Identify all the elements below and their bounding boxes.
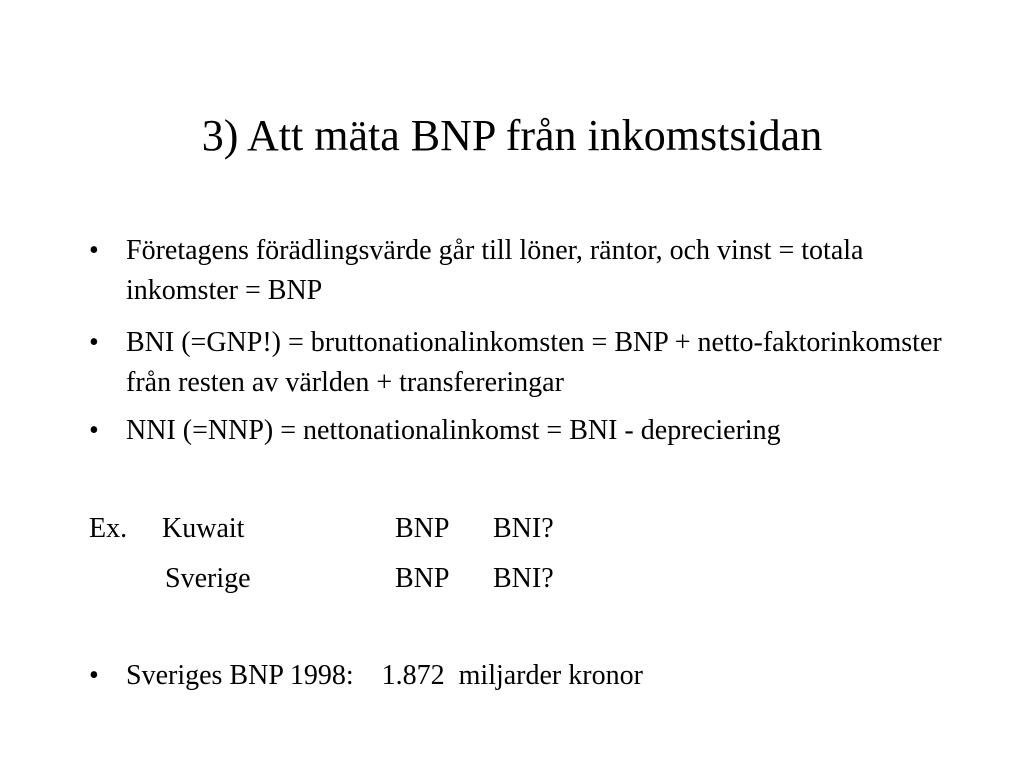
bullet-item [89,656,949,696]
example-country: Kuwait [162,513,245,544]
bullet-icon: • [89,235,99,266]
bullet-icon: • [89,415,99,446]
bullet-text: Företagens förädlingsvärde går till löner, räntor, och vinst = totala inkomster = BNP [126,235,864,306]
bullet-icon: • [89,660,99,691]
slide-title: 3) Att mäta BNP från inkomstsidan [201,111,823,160]
example-bni: BNI? [493,563,554,594]
bullet-text: BNI (=GNP!) = bruttonationalinkomsten = BNP + netto-faktorinkomster från resten av världen + transfereringar [126,327,942,398]
bullet-icon: • [89,327,99,358]
example-label: Ex. [89,513,128,544]
bullet-text: Sveriges BNP 1998: 1.872 miljarder kronor [126,660,643,691]
example-bnp: BNP [395,513,450,544]
bullet-item [89,323,949,403]
example-bni: BNI? [493,513,554,544]
bullet-item [89,231,949,311]
bullet-text: NNI (=NNP) = nettonationalinkomst = BNI - depreciering [126,415,781,446]
example-country: Sverige [165,563,251,594]
example-bnp: BNP [395,563,450,594]
bullet-item [89,411,949,451]
